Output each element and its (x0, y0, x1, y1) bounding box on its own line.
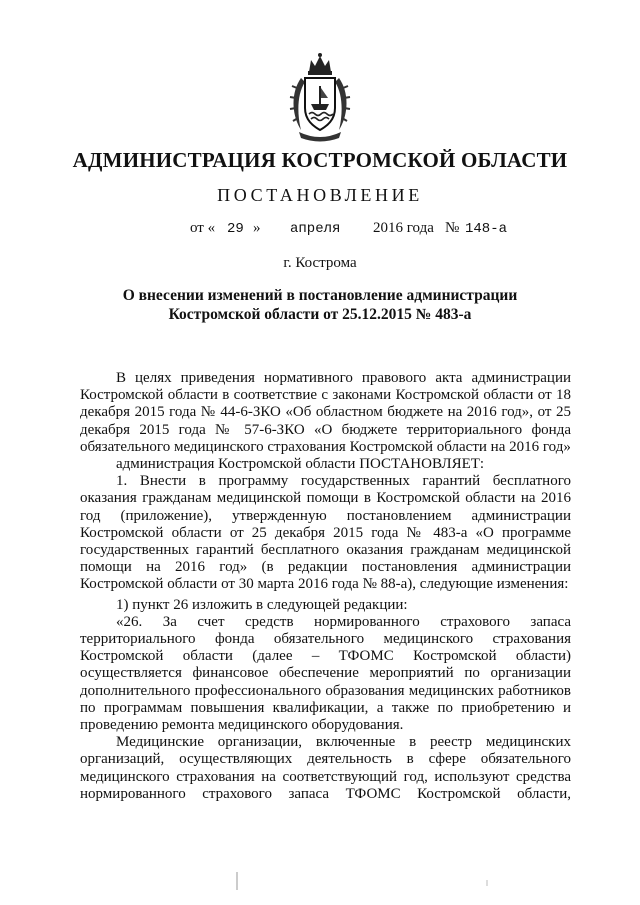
clause-26-continuation: Медицинские организации, включенные в реестр медицинских организаций, осуществляющих деятельность в сфере обязательного медицинского страхования на соответствующий год, используют средства нормированного страхового запаса ТФОМС Костромской области, (80, 734, 571, 802)
city-line: г. Кострома (283, 255, 357, 271)
organization-title: АДМИНИСТРАЦИЯ КОСТРОМСКОЙ ОБЛАСТИ (72, 148, 568, 172)
subject-heading (80, 286, 560, 324)
preamble-paragraph: В целях приведения нормативного правового акта администрации Костромской области в соответствие с законами Костромской области от 18 декабря 2015 года № 44-6-ЗКО «Об областном бюджете на 2016 год», от 25 декабря 2015 года № 57-6-ЗКО «О бюджете территориального фонда обязательного медицинского страхования Костромской области на 2016 год» (80, 370, 571, 455)
subject-line-2: Костромской области от 25.12.2015 № 483-а (168, 306, 472, 323)
date-month: апреля (290, 221, 341, 237)
date-prefix: от « (190, 220, 216, 236)
document-body (80, 370, 571, 803)
item-1-paragraph: 1. Внести в программу государственных гарантий бесплатного оказания гражданам медицинской помощи в Костромской области на 2016 год (приложение), утвержденную постановлением администрации Костромской области от 25 декабря 2015 года № 483-а «О программе государственных гарантий бесплатного оказания гражданам медицинской помощи на 2016 год» (в редакции постановления администрации Костромской области от 30 марта 2016 года № 88-а), следующие изменения: (80, 473, 571, 593)
subitem-1-line: 1) пункт 26 изложить в следующей редакции: (116, 596, 408, 613)
document-type-title: ПОСТАНОВЛЕНИЕ (217, 185, 423, 205)
clause-26-paragraph: «26. За счет средств нормированного страхового запаса территориального фонда обязательного медицинского страхования Костромской области (далее – ТФОМС Костромской области) осуществляется финансовое обеспечение мероприятий по организации дополнительного профессионального образования медицинских работников по программам повышения квалификации, а также по приобретению и проведению ремонта медицинского оборудования. (80, 613, 571, 734)
document-number: 148-а (465, 221, 508, 237)
date-quote-close: » (253, 220, 261, 236)
date-year: 2016 года (373, 220, 434, 236)
subject-line-1: О внесении изменений в постановление администрации (122, 287, 518, 304)
coat-of-arms-emblem (287, 52, 353, 142)
number-sign: № (445, 220, 460, 236)
date-day: 29 (227, 221, 244, 237)
date-number-line (0, 220, 640, 242)
resolution-line: администрация Костромской области ПОСТАНОВЛЯЕТ: (116, 456, 485, 473)
